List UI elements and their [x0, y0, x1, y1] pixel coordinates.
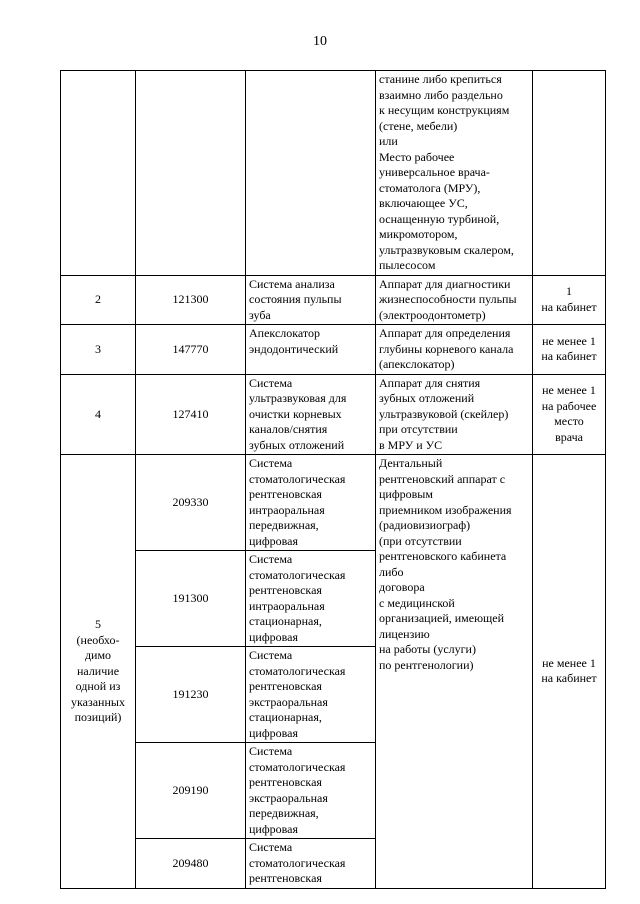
description-cell — [376, 275, 533, 325]
cell-line: каналов/снятия — [249, 422, 328, 436]
name-cell — [246, 647, 376, 743]
cell-line: рентгеновская — [249, 583, 322, 597]
cell-line: на рабочее — [541, 398, 597, 413]
cell-line: ультразвуковая для — [249, 391, 347, 405]
cell-line: стоматологическая — [249, 759, 346, 774]
code-cell — [136, 71, 246, 276]
cell-line: (при отсутствии — [379, 533, 462, 548]
cell-line: стоматолога (МРУ), — [379, 180, 481, 195]
name-cell — [246, 455, 376, 551]
cell-line: рентгеновская — [249, 871, 322, 885]
cell-line: на кабинет — [541, 299, 597, 314]
cell-line: включающее УС, — [379, 196, 468, 210]
code-cell: 121300 — [136, 275, 246, 325]
cell-line: экстраоральная — [249, 790, 328, 805]
name-cell — [246, 551, 376, 647]
cell-line: передвижная, — [249, 518, 319, 532]
cell-line: ультразвуковым скалером, — [379, 242, 514, 257]
cell-line: на работы (услуги) — [379, 642, 476, 656]
equipment-table — [60, 70, 606, 889]
quantity-cell — [533, 71, 606, 276]
cell-line: по рентгенологии) — [379, 657, 474, 672]
cell-line: 1 — [566, 284, 572, 299]
cell-line: универсальное врача- — [379, 165, 490, 179]
cell-line: Место рабочее — [379, 149, 455, 164]
cell-line: в МРУ и УС — [379, 437, 443, 452]
cell-line: не менее 1 — [542, 655, 596, 670]
name-cell — [246, 71, 376, 276]
cell-line: приемником изображения — [379, 502, 512, 517]
code-cell: 127410 — [136, 374, 246, 455]
cell-line: передвижная, — [249, 806, 319, 820]
table-row — [61, 374, 606, 455]
cell-line: Система — [249, 552, 293, 566]
cell-line: одной из — [75, 679, 121, 693]
name-cell — [246, 325, 376, 375]
cell-line: стоматологическая — [249, 567, 346, 582]
cell-line: рентгеновский аппарат с — [379, 471, 506, 486]
row-number-cell: 4 — [61, 374, 136, 455]
cell-line: (апекслокатор) — [379, 357, 455, 371]
cell-line: зубных отложений — [379, 391, 475, 405]
cell-line: Дентальный — [379, 456, 443, 470]
cell-line: либо — [379, 564, 404, 579]
cell-line: стоматологическая — [249, 471, 346, 486]
cell-line: организацией, имеющей — [379, 611, 505, 625]
cell-line: указанных — [71, 694, 125, 709]
cell-line: стоматологическая — [249, 855, 346, 870]
cell-line: (необхо- — [76, 632, 120, 647]
cell-line: (радиовизиограф) — [379, 518, 471, 532]
cell-line: взаимно либо раздельно — [379, 87, 503, 102]
cell-line: на кабинет — [541, 349, 597, 364]
code-cell: 209480 — [136, 839, 246, 889]
cell-line: цифровая — [249, 725, 298, 740]
cell-line: место — [554, 414, 584, 429]
cell-line: Система — [249, 744, 293, 758]
cell-line: пылесосом — [379, 258, 436, 272]
cell-line: интраоральная — [249, 598, 325, 613]
table-row — [61, 71, 606, 276]
cell-line: цифровая — [249, 533, 298, 548]
row-number-cell: 2 — [61, 275, 136, 325]
cell-line: на кабинет — [541, 671, 597, 686]
cell-line: цифровая — [249, 821, 298, 836]
cell-line: стационарная, — [249, 710, 322, 724]
cell-line: эндодонтический — [249, 341, 339, 356]
description-cell — [376, 374, 533, 455]
cell-line: глубины корневого канала — [379, 341, 514, 356]
quantity-cell — [533, 455, 606, 889]
cell-line: димо — [84, 648, 112, 662]
name-cell — [246, 275, 376, 325]
cell-line: станине либо крепиться — [379, 72, 502, 86]
quantity-cell — [533, 275, 606, 325]
cell-line: Система — [249, 648, 293, 662]
code-cell: 147770 — [136, 325, 246, 375]
row-number-cell — [61, 71, 136, 276]
cell-line: зубных отложений — [249, 437, 345, 452]
code-cell: 191300 — [136, 551, 246, 647]
row-number-cell: 3 — [61, 325, 136, 375]
name-cell — [246, 743, 376, 839]
cell-line: жизнеспособности пульпы — [379, 292, 517, 306]
cell-line: рентгеновская — [249, 487, 322, 501]
cell-line: состояния пульпы — [249, 292, 342, 306]
cell-line: наличие — [76, 663, 120, 678]
code-cell: 209190 — [136, 743, 246, 839]
table-row — [61, 275, 606, 325]
cell-line: экстраоральная — [249, 694, 328, 709]
quantity-cell — [533, 374, 606, 455]
table-row — [61, 325, 606, 375]
cell-line: врача — [555, 429, 583, 444]
cell-line: лицензию — [379, 626, 430, 641]
cell-line: зуба — [249, 307, 271, 322]
cell-line: (электроодонтометр) — [379, 307, 486, 322]
cell-line: Система анализа — [249, 276, 335, 291]
cell-line: Система — [249, 375, 293, 390]
quantity-cell — [533, 325, 606, 375]
cell-line: при отсутствии — [379, 422, 458, 436]
cell-line: цифровым — [379, 487, 433, 501]
cell-line: интраоральная — [249, 502, 325, 517]
table-row — [61, 455, 606, 551]
cell-line: стоматологическая — [249, 663, 346, 678]
cell-line: не менее 1 — [542, 333, 596, 348]
cell-line: стационарная, — [249, 614, 322, 628]
page-number: 10 — [313, 34, 327, 49]
cell-line: не менее 1 — [542, 383, 596, 398]
cell-line: позиций) — [74, 710, 122, 724]
cell-line: Система — [249, 840, 293, 854]
code-cell: 191230 — [136, 647, 246, 743]
cell-line: или — [379, 134, 398, 148]
description-cell — [376, 455, 533, 889]
cell-line: договора — [379, 580, 425, 594]
cell-line: Аппарат для диагностики — [379, 276, 511, 291]
description-cell — [376, 325, 533, 375]
cell-line: (стене, мебели) — [379, 118, 458, 133]
name-cell — [246, 839, 376, 889]
cell-line: оснащенную турбиной, — [379, 211, 500, 226]
cell-line: микромотором, — [379, 227, 458, 241]
cell-line: рентгеновская — [249, 775, 322, 789]
cell-line: Аппарат для снятия — [379, 375, 481, 390]
cell-line: Апекслокатор — [249, 326, 321, 340]
code-cell: 209330 — [136, 455, 246, 551]
cell-line: рентгеновская — [249, 679, 322, 693]
cell-line: ультразвуковой (скейлер) — [379, 406, 509, 421]
cell-line: к несущим конструкциям — [379, 103, 510, 117]
cell-line: Аппарат для определения — [379, 326, 511, 340]
cell-line: Система — [249, 456, 293, 470]
cell-line: рентгеновского кабинета — [379, 549, 507, 563]
cell-line: с медицинской — [379, 595, 455, 610]
description-cell — [376, 71, 533, 276]
cell-line: цифровая — [249, 629, 298, 644]
cell-line: 5 — [95, 617, 101, 631]
cell-line: очистки корневых — [249, 406, 342, 421]
row-number-cell — [61, 455, 136, 889]
name-cell — [246, 374, 376, 455]
